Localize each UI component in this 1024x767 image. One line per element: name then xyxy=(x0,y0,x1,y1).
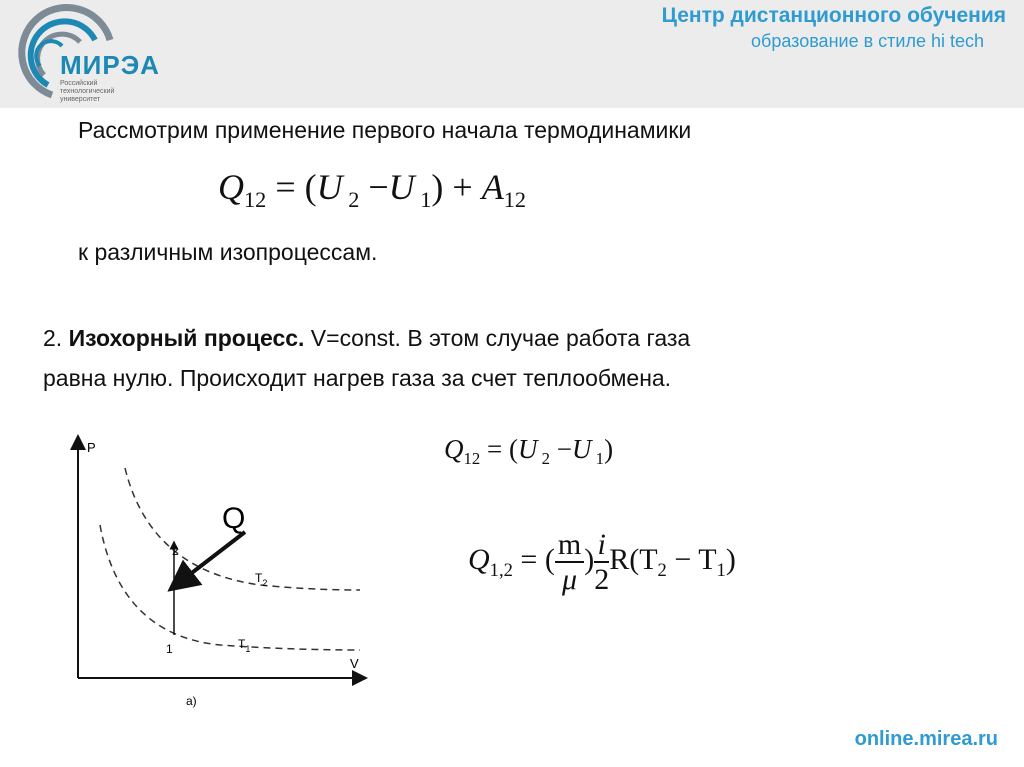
para-heading: Изохорный процесс. xyxy=(68,325,305,351)
point-1-label: 1 xyxy=(166,642,173,656)
logo-text: МИРЭА xyxy=(60,50,160,80)
para-text: V=const. В этом случае работа газа xyxy=(304,325,691,351)
center-title: Центр дистанционного обучения xyxy=(661,4,1006,27)
isochoric-equation: $Q_{12} = (U$ $_2$ −U $_1$) xyxy=(444,434,614,469)
intro-line-2: к различным изопроцессам. xyxy=(78,239,378,265)
logo-subtitle: Российский технологический университет xyxy=(60,80,115,103)
heat-formula: $Q_{1,2}$ = ( $\frac{m}{\mu}$ ) $\frac{i}{2}$ $R(T_2 - T_1)$ xyxy=(468,528,736,596)
pv-diagram xyxy=(60,430,380,720)
first-law-equation: $Q_{12} = (U$ $_2$ −U $_1) + A_{12}$ xyxy=(218,167,526,213)
diagram-caption: а) xyxy=(186,694,197,708)
axis-v-label: V xyxy=(350,656,359,671)
heat-label: Q xyxy=(222,502,246,535)
heat-arrow xyxy=(180,532,245,582)
intro-line: Рассмотрим применение первого начала термодинамики xyxy=(78,117,692,143)
isochoric-paragraph-line1 xyxy=(43,325,690,352)
axis-p-label: P xyxy=(87,440,96,455)
center-subtitle: образование в стиле hi tech xyxy=(751,31,984,51)
header-bar xyxy=(0,0,1024,108)
isochoric-paragraph-line2: равна нулю. Происходит нагрев газа за счет теплообмена. xyxy=(43,365,672,391)
point-2-label: 2 xyxy=(172,544,179,558)
footer-url[interactable]: online.mirea.ru xyxy=(854,728,998,750)
t1-label: $T_1$ xyxy=(238,637,251,654)
t2-label: $T_2$ xyxy=(255,571,268,588)
para-number: 2. xyxy=(43,325,63,351)
